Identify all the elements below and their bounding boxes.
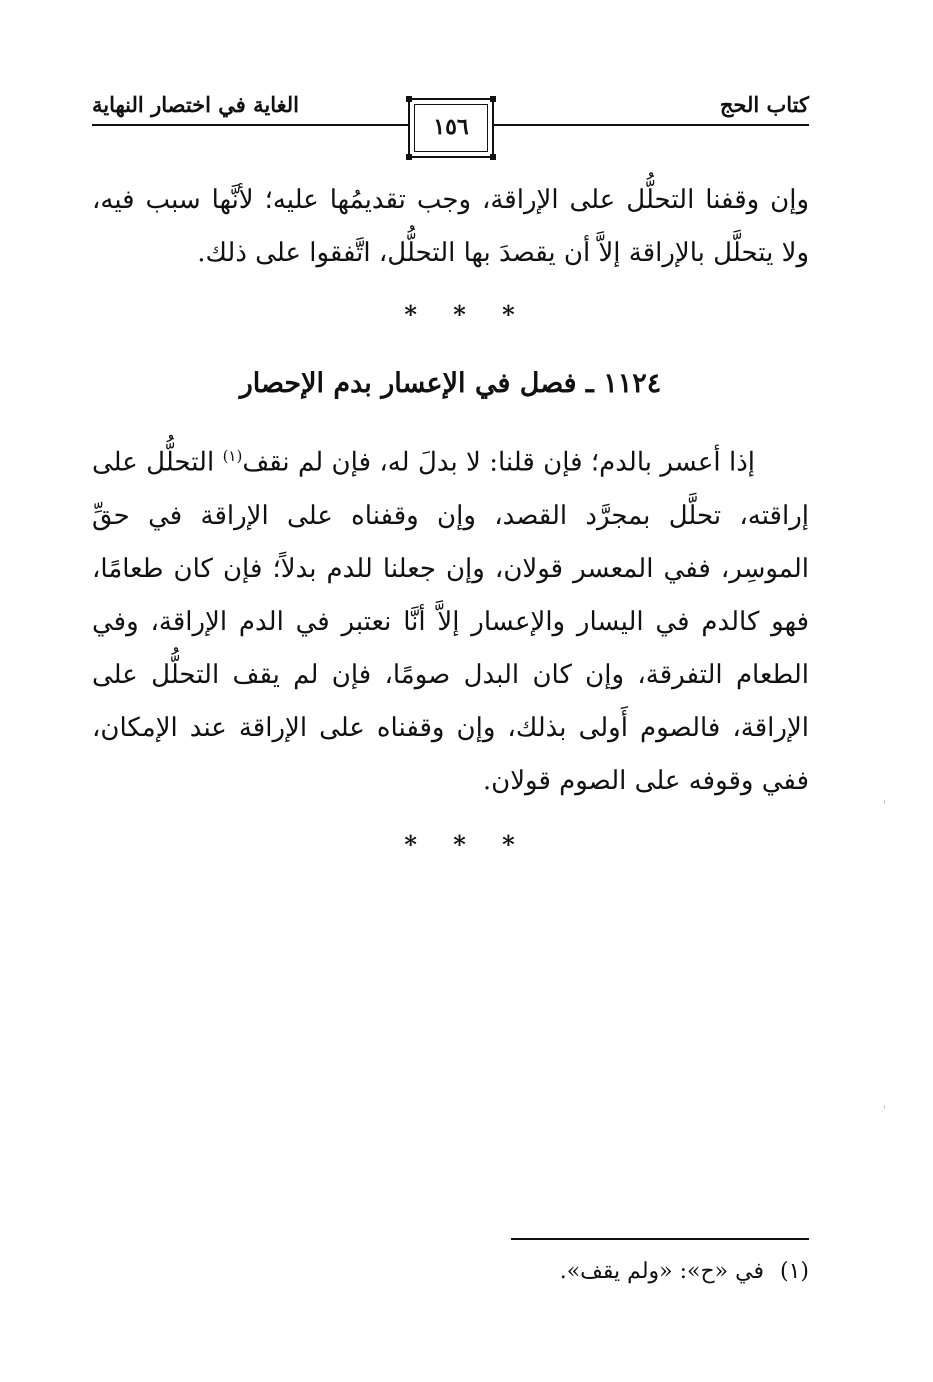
- paragraph-1: [92, 174, 809, 280]
- footnote: [560, 1254, 809, 1290]
- page-number: ١٥٦: [433, 114, 469, 140]
- paragraph-2-text-rest: التحلُّل على إراقته، تحلَّل بمجرَّد القصد، وإن وقفناه على الإراقة في حقِّ الموسِر، ففي المعسر قولان، وإن جعلنا للدم بدلاً؛ فإن كان طعامًا، فهو كالدم في اليسار والإعسار إلاَّ أنَّا نعتبر في الدم الإراقة، وفي الطعام التفرقة، وإن كان البدل صومًا، فإن لم يقف التحلُّل على الإراقة، فالصوم أَولى بذلك، وإن وقفناه على الإراقة عند الإمكان، ففي وقوفه على الصوم قولان.: [92, 447, 809, 796]
- footnote-marker: (١): [779, 1259, 809, 1284]
- end-separator: * * *: [404, 830, 529, 859]
- section-separator: * * *: [404, 300, 529, 329]
- section-heading: ١١٢٤ ـ فصل في الإعسار بدم الإحصار: [239, 368, 662, 399]
- paragraph-1-text: وإن وقفنا التحلُّل على الإراقة، وجب تقديمُها عليه؛ لأنَّها سبب فيه، ولا يتحلَّل بالإراقة إلاَّ أن يقصدَ بها التحلُّل، اتَّفقوا على ذلك.: [92, 185, 809, 268]
- scan-mark: [884, 800, 885, 804]
- scan-mark: [884, 1105, 885, 1109]
- frame-ornament: [406, 154, 412, 160]
- work-title: الغاية في اختصار النهاية: [92, 92, 299, 117]
- paragraph-2-text-start: إذا أعسر بالدم؛ فإن قلنا: لا بدلَ له، فإن لم نقف: [242, 447, 755, 478]
- paragraph-2: [92, 430, 809, 808]
- paragraph-2-text: [92, 430, 809, 808]
- footnote-rule: [511, 1238, 809, 1240]
- footnote-text: في «ح»: «ولم يقف».: [559, 1259, 764, 1284]
- frame-ornament: [490, 154, 496, 160]
- page-number-frame: [408, 98, 494, 158]
- book-title: كتاب الحج: [719, 92, 809, 117]
- frame-ornament: [406, 96, 412, 102]
- footnote-reference[interactable]: (١): [222, 447, 243, 465]
- frame-ornament: [490, 96, 496, 102]
